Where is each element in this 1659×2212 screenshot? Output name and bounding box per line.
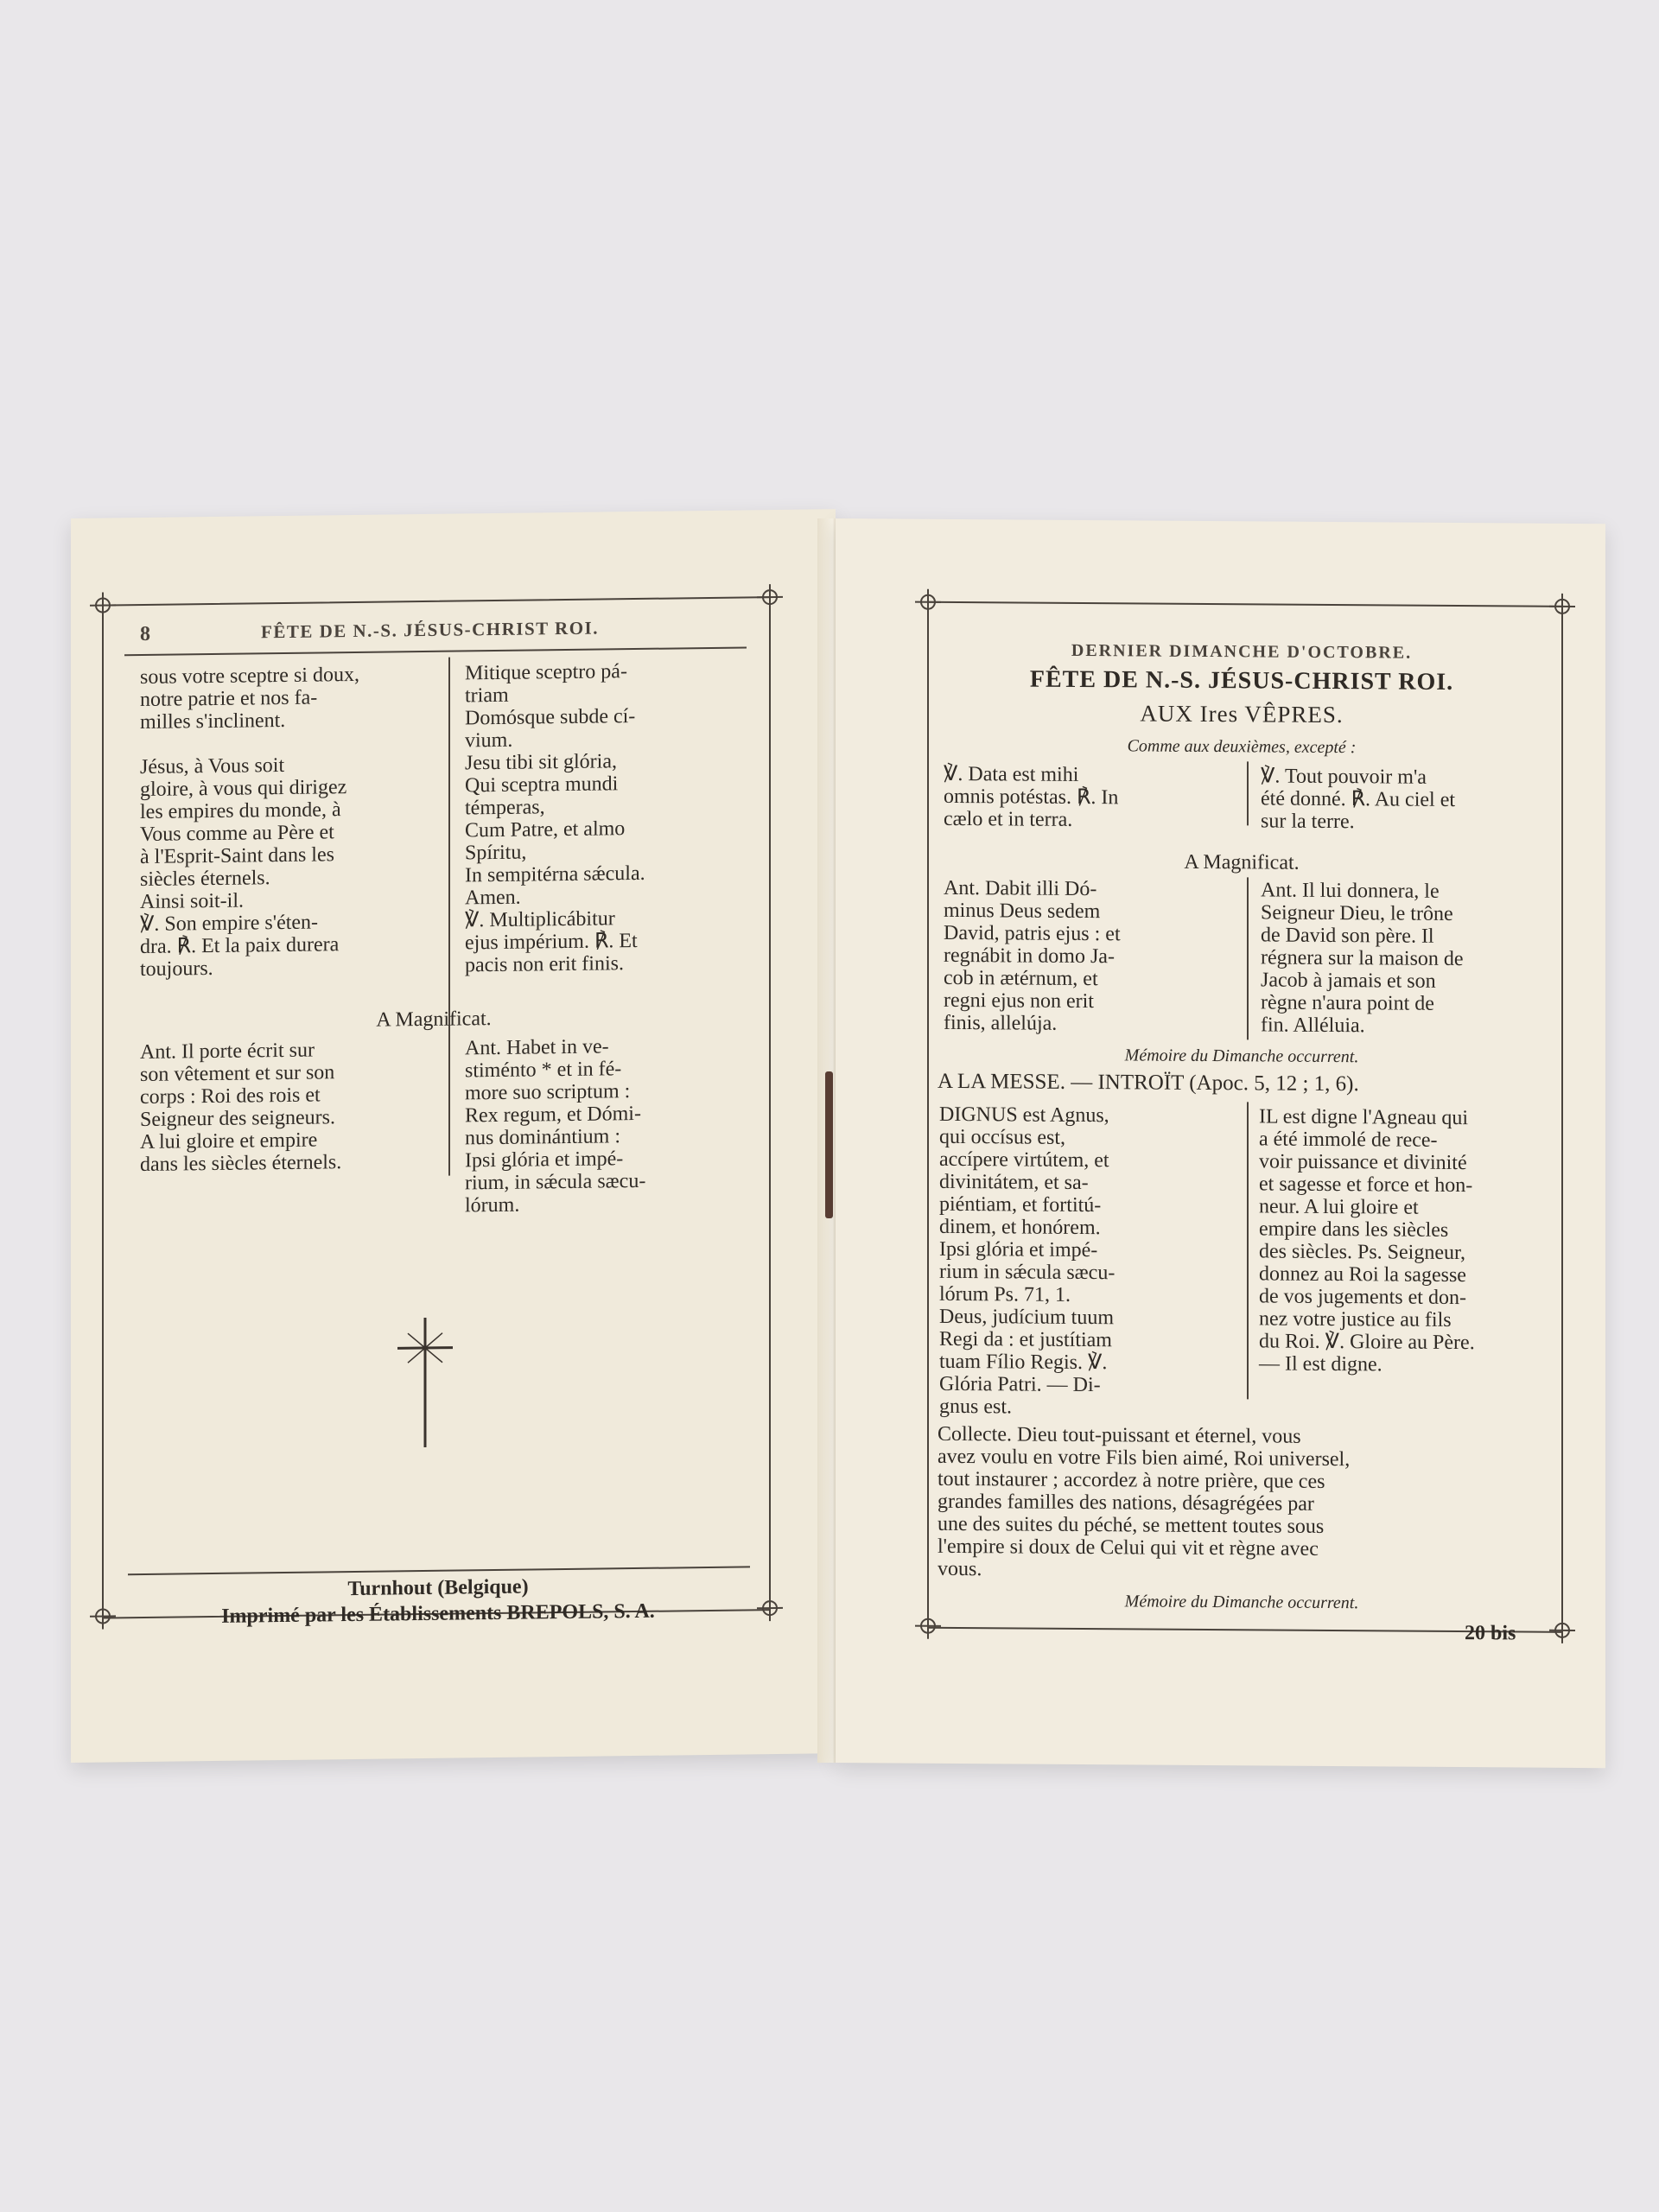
corner-ornament-icon: [1549, 1618, 1575, 1643]
right-page: [836, 518, 1605, 1768]
introit-latin: DIGNUS est Agnus, qui occísus est, accípere virtútem, et divinitátem, et sa- piéntiam, et fortitú- dinem, et honórem. Ipsi glória et impé- rium in sǽcula sæcu- lórum Ps. 71, 1. Deus, judícium tuum Regi da : et justítiam tuam Fílio Regis. ℣. Glória Patri. — Di- gnus est.: [939, 1103, 1116, 1419]
open-booklet: [71, 518, 1605, 1763]
printer-city: Turnhout (Belgique): [347, 1575, 529, 1601]
corner-ornament-icon: [90, 1603, 116, 1629]
left-page: [71, 509, 836, 1763]
introit-french: IL est digne l'Agneau qui a été immolé de rece- voir puissance et divinité et sagesse et force et hon- neur. A lui gloire et empire dans les siècles des siècles. Ps. Seigneur, donnez au Roi la sagesse de vos jugements et don- nez votre justice au fils du Roi. ℣. Gloire au Père. — Il est digne.: [1259, 1105, 1475, 1376]
collecte-text: Collecte. Dieu tout-puissant et éternel, vous avez voulu en votre Fils bien aimé, Roi universel, tout instaurer ; accordez à notre prière, que ces grandes familles des nations, désagrégées par une des suites du péché, se mettent toutes sous l'empire si doux de Celui qui vit et règne avec vous.: [938, 1422, 1351, 1581]
corner-ornament-icon: [1549, 594, 1575, 620]
column-divider: [448, 658, 450, 1176]
column-divider: [1247, 877, 1249, 1039]
except-note: Comme aux deuxièmes, excepté :: [1127, 736, 1357, 758]
corner-ornament-icon: [915, 1613, 941, 1639]
column-divider: [1247, 761, 1249, 825]
binding-stitch: [825, 1071, 833, 1218]
versicle-latin: ℣. Data est mihi omnis potéstas. ℟. In cælo et in terra.: [944, 762, 1119, 831]
left-ant-french: Ant. Il porte écrit sur son vêtement et sur son corps : Roi des rois et Seigneur des seigneurs. A lui gloire et empire dans les siècles éternels.: [140, 1039, 342, 1177]
corner-ornament-icon: [757, 584, 783, 610]
kicker: DERNIER DIMANCHE D'OCTOBRE.: [1071, 640, 1413, 663]
memoire-note-bottom: Mémoire du Dimanche occurrent.: [1124, 1592, 1359, 1613]
corner-ornament-icon: [915, 589, 941, 615]
corner-ornament-icon: [90, 592, 116, 618]
messe-heading: A LA MESSE. — INTROÏT (Apoc. 5, 12 ; 1, 6).: [938, 1069, 1359, 1096]
ant-latin: Ant. Dabit illi Dó- minus Deus sedem David, patris ejus : et regnábit in domo Ja- cob in ætérnum, et regni ejus non erit finis, allelúja.: [944, 876, 1121, 1035]
corner-ornament-icon: [757, 1595, 783, 1621]
page-subtitle: AUX Ires VÊPRES.: [1140, 700, 1344, 728]
running-head-title: FÊTE DE N.-S. JÉSUS-CHRIST ROI.: [261, 617, 599, 643]
left-ant-latin: Ant. Habet in ve- stiménto * et in fé- more suo scriptum : Rex regum, et Dómi- nus dominántium : Ipsi glória et impé- rium, in sǽcula sæcu- lórum.: [465, 1035, 646, 1217]
column-divider: [1247, 1102, 1249, 1399]
right-magnificat-heading: A Magnificat.: [1184, 850, 1300, 874]
cross-icon: [391, 1318, 460, 1448]
signature-mark: 20 bis: [1465, 1622, 1516, 1645]
left-col2-text: Mitique sceptro pá- triam Domósque subde cí- vium. Jesu tibi sit glória, Qui sceptra mundi témperas, Cum Patre, et almo Spíritu, In sempitérna sǽcula. Amen. ℣. Multiplicábitur ejus impérium. ℟. Et pacis non erit finis.: [465, 660, 645, 977]
printer-imprint: [123, 1571, 753, 1630]
memoire-note: Mémoire du Dimanche occurrent.: [1124, 1046, 1359, 1067]
ant-french: Ant. Il lui donnera, le Seigneur Dieu, le trône de David son père. Il régnera sur la maison de Jacob à jamais et son règne n'aura point de fin. Alléluia.: [1261, 879, 1464, 1038]
versicle-french: ℣. Tout pouvoir m'a été donné. ℟. Au ciel et sur la terre.: [1261, 765, 1456, 834]
left-magnificat-heading: A Magnificat.: [376, 1007, 492, 1032]
page-number: 8: [140, 622, 151, 646]
printer-name: Imprimé par les Établissements BREPOLS, S. A.: [221, 1599, 655, 1628]
page-title: FÊTE DE N.-S. JÉSUS-CHRIST ROI.: [1029, 665, 1454, 696]
left-col1-text: sous votre sceptre si doux, notre patrie et nos fa- milles s'inclinent. Jésus, à Vous soit gloire, à vous qui dirigez les empires du monde, à Vous comme au Père et à l'Esprit-Saint dans les siècles éternels. Ainsi soit-il. ℣. Son empire s'éten- dra. ℟. Et la paix durera toujours.: [140, 663, 359, 982]
